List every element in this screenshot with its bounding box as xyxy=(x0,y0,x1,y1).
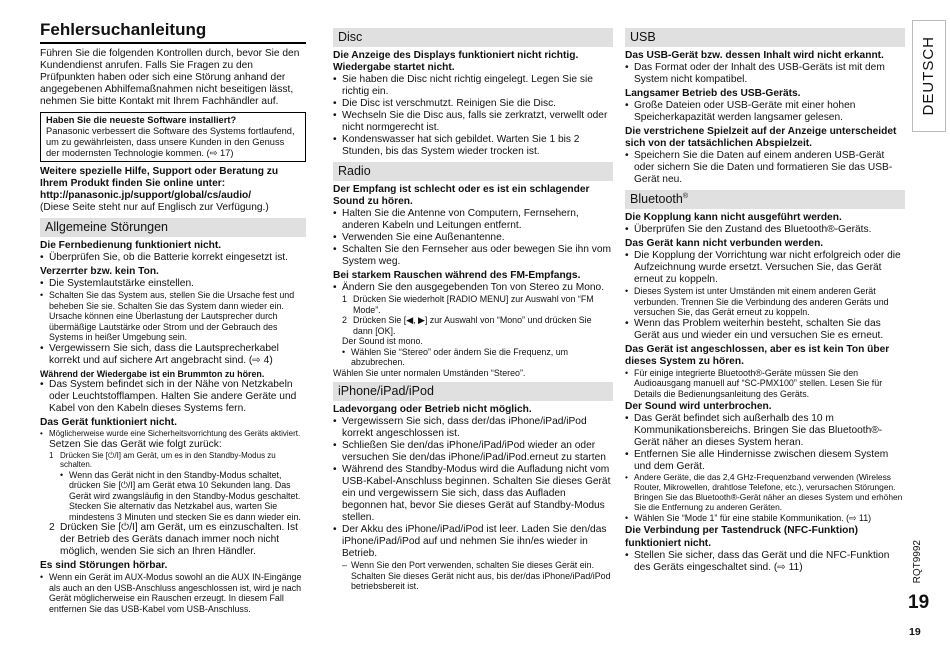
answer-item: • Überprüfen Sie, ob die Batterie korrekt eingesetzt ist. xyxy=(40,252,306,264)
answer-item: • Entfernen Sie alle Hindernisse zwischen diesem System und dem Gerät. xyxy=(625,449,905,473)
answer-item: • Während des Standby-Modus wird die Aufladung nicht vom USB-Kabel-Anschluss beginnen. Schalten Sie dieses Gerät ein und vergewissern Sie sich, dass das Aufladen begonnen hat, bevor Sie dieses Gerät auf Standby-Modus stellen. xyxy=(333,464,613,524)
answer-item: • Vergewissern Sie sich, dass die Lautsprecherkabel korrekt und auf sichere Art angebracht sind. (⇨ 4) xyxy=(40,343,306,367)
answer-item: • Das Format oder der Inhalt des USB-Geräts ist mit dem System nicht kompatibel. xyxy=(625,62,905,86)
answer-item: • Die Disc ist verschmutzt. Reinigen Sie die Disc. xyxy=(333,98,613,110)
answer-item: • Die Systemlautstärke einstellen. xyxy=(40,278,306,290)
answer-item: • Andere Geräte, die das 2,4 GHz-Frequenzband verwenden (Wireless Router, Mikrowellen, drahtlose Telefone, etc.), verursachen Störungen. Bringen Sie das Bluetooth®-Gerät näher an dieses System und erhöhen Sie die Entfernung zu anderen Geräten. xyxy=(625,473,905,513)
answer-item: • Wählen Sie “Mode 1” für eine stabile Kommunikation. (⇨ 11) xyxy=(625,513,905,524)
column-right xyxy=(625,28,905,574)
answer-item: • Vergewissern Sie sich, dass der/das iPhone/iPad/iPod korrekt angeschlossen ist. xyxy=(333,416,613,440)
question-heading: Der Sound wird unterbrochen. xyxy=(625,401,772,413)
question-heading: Bei starkem Rauschen während des FM-Empfangs. xyxy=(333,270,581,281)
column-middle xyxy=(333,28,613,592)
document-code: RQT9992 xyxy=(912,540,923,584)
answer-item: • Der Akku des iPhone/iPad/iPod ist leer. Laden Sie den/das iPhone/iPad/iPod auf und nehmen Sie ihn/es wieder in Betrieb. xyxy=(333,524,613,560)
answer-item: • Sie haben die Disc nicht richtig eingelegt. Legen Sie sie richtig ein. xyxy=(333,74,613,98)
section-bluetooth: Bluetooth® xyxy=(625,190,905,209)
note-text: Der Sound ist mono. xyxy=(342,336,423,347)
question-heading: Das Gerät funktioniert nicht. xyxy=(40,417,177,429)
answer-item: • Wechseln Sie die Disc aus, falls sie zerkratzt, verwellt oder nicht normgerecht ist. xyxy=(333,110,613,134)
question-heading: Die Anzeige des Displays funktioniert nicht richtig. Wiedergabe startet nicht. xyxy=(333,49,579,73)
answer-item: • Stellen Sie sicher, dass das Gerät und die NFC-Funktion des Geräts eingeschaltet sind. (⇨ 11) xyxy=(625,550,905,574)
answer-item: • Halten Sie die Antenne von Computern, Fernsehern, anderen Kabeln und Leitungen entfernt. xyxy=(333,208,613,232)
reset-intro: Setzen Sie das Gerät wie folgt zurück: xyxy=(49,438,222,450)
section-general: Allgemeine Störungen xyxy=(40,218,306,237)
question-heading: Der Empfang ist schlecht oder es ist ein schlagender Sound zu hören. xyxy=(333,183,590,207)
answer-item: • Die Kopplung der Vorrichtung war nicht erfolgreich oder die Aufzeichnung wurde ersetzt. Versuchen Sie, das Gerät erneut zu koppeln. xyxy=(625,250,905,286)
answer-item: • Möglicherweise wurde eine Sicherheitsvorrichtung des Geräts aktiviert. xyxy=(40,429,306,438)
question-heading: Ladevorgang oder Betrieb nicht möglich. xyxy=(333,403,532,415)
answer-item: • Dieses System ist unter Umständen mit einem anderen Gerät verbunden. Trennen Sie die Verbindung des anderen Geräts und versuchen Sie, das Gerät erneut zu koppeln. xyxy=(625,286,905,318)
question-heading: Das Gerät kann nicht verbunden werden. xyxy=(625,237,824,249)
question-heading: Das Gerät ist angeschlossen, aber es ist kein Ton über dieses System zu hören. xyxy=(625,343,890,367)
language-tab: DEUTSCH xyxy=(912,20,946,132)
answer-item: • Das Gerät befindet sich außerhalb des 10 m Kommunikationsbereichs. Bringen Sie das Bluetooth®-Gerät näher an dieses System heran. xyxy=(625,413,905,449)
box-text: Panasonic verbessert die Software des Systems fortlaufend, um zu gewährleisten, dass unsere Kunden in den Genuss der modernsten Technologie kommen. (⇨ 17) xyxy=(46,126,295,159)
section-disc: Disc xyxy=(333,28,613,47)
column-left xyxy=(40,20,306,614)
answer-item: • Kondenswasser hat sich gebildet. Warten Sie 1 bis 2 Stunden, bis das System wieder trocken ist. xyxy=(333,134,613,158)
page-title: Fehlersuchanleitung xyxy=(40,20,306,44)
step-item: 1 Drücken Sie wiederholt [RADIO MENU] zur Auswahl von “FM Mode”. xyxy=(342,294,594,315)
question-heading: Während der Wiedergabe ist ein Brummton zu hören. xyxy=(40,368,265,379)
section-usb: USB xyxy=(625,28,905,47)
question-heading: Die Verbindung per Tastendruck (NFC-Funktion) funktioniert nicht. xyxy=(625,525,858,549)
answer-item: • Wenn das Gerät nicht in den Standby-Modus schaltet, drücken Sie [⏻/I] am Gerät etwa 10 Sekunden lang. Das Gerät wird zwangsläufig in den Standby-Modus geschaltet. Stecken Sie alternativ das Netzkabel aus, warten Sie mindestens 3 Minuten und stecken Sie es dann wieder ein. xyxy=(60,470,306,523)
note-text: Wählen Sie unter normalen Umständen “Stereo”. xyxy=(333,367,526,378)
software-info-box xyxy=(40,112,306,162)
intro-text: Führen Sie die folgenden Kontrollen durch, bevor Sie den Kundendienst anrufen. Falls Sie Fragen zu den Prüfpunkten haben oder sich eine Störung anhand der angegebenen Abhilfemaßnahmen nicht beseitigen lässt, nehmen Sie bitte Kontakt mit Ihrem Fachhändler auf. xyxy=(40,48,300,108)
answer-item: • Schließen Sie den/das iPhone/iPad/iPod wieder an oder versuchen Sie den/das iPhone/iPad/iPod.erneut zu starten xyxy=(333,440,613,464)
question-heading: Die Kopplung kann nicht ausgeführt werden. xyxy=(625,211,842,223)
question-heading: Das USB-Gerät bzw. dessen Inhalt wird nicht erkannt. xyxy=(625,49,884,61)
answer-item: • Überprüfen Sie den Zustand des Bluetooth®-Geräts. xyxy=(625,224,905,236)
answer-item: • Verwenden Sie eine Außenantenne. xyxy=(333,232,613,244)
answer-item: • Speichern Sie die Daten auf einem anderen USB-Gerät oder sichern Sie die Daten und formatieren Sie das USB-Gerät neu. xyxy=(625,150,905,186)
answer-item: • Ändern Sie den ausgegebenden Ton von Stereo zu Mono. xyxy=(333,282,613,294)
answer-item: • Wählen Sie “Stereo” oder ändern Sie die Frequenz, um abzubrechen. xyxy=(342,347,613,368)
answer-item: • Für einige integrierte Bluetooth®-Geräte müssen Sie den Audioausgang manuell auf “SC-PMX100” stellen. Lesen Sie für Details die Bedienungsanleitung des Geräts. xyxy=(625,368,905,400)
question-heading: Verzerrter bzw. kein Ton. xyxy=(40,266,159,278)
page-number-small: 19 xyxy=(909,626,921,638)
step-item: 1 Drücken Sie [⏻/I] am Gerät, um es in den Standby-Modus zu schalten. xyxy=(49,450,276,470)
answer-item: • Das System befindet sich in der Nähe von Netzkabeln oder Leuchtstofflampen. Halten Sie andere Geräte und Kabel von den Kabeln dieses Systems fern. xyxy=(40,379,306,415)
question-heading: Die verstrichene Spielzeit auf der Anzeige unterscheidet sich von der tatsächlichen Abspielzeit. xyxy=(625,125,897,149)
answer-item: • Wenn das Problem weiterhin besteht, schalten Sie das Gerät aus und wieder ein und versuchen Sie es erneut. xyxy=(625,318,905,342)
answer-item: • Schalten Sie das System aus, stellen Sie die Ursache fest und beheben Sie sie. Schalten Sie das System dann wieder ein. Ursache können eine Überlastung der Lautsprecher durch übermäßige Lautstärke oder Strom und der Gebrauch des Systems in heißer Umgebung sein. xyxy=(40,290,306,343)
answer-item: • Große Dateien oder USB-Geräte mit einer hohen Speicherkapazität werden langsamer gelesen. xyxy=(625,100,905,124)
question-heading: Die Fernbedienung funktioniert nicht. xyxy=(40,239,222,251)
answer-item: • Schalten Sie den Fernseher aus oder bewegen Sie ihn vom System weg. xyxy=(333,244,613,268)
help-text: Weitere spezielle Hilfe, Support oder Beratung zu Ihrem Produkt finden Sie online unter: http://panasonic.jp/support/global/cs/audio/ xyxy=(40,166,279,202)
section-radio: Radio xyxy=(333,162,613,181)
page-number: 19 xyxy=(908,592,930,613)
step-item: 2 Drücken Sie [⏻/I] am Gerät, um es einzuschalten. Ist der Betrieb des Geräts danach immer noch nicht möglich, wenden Sie sich an Ihren Händler. xyxy=(49,522,298,558)
step-item: 2 Drücken Sie [◀, ▶] zur Auswahl von “Mono” und drücken Sie dann [OK]. xyxy=(342,315,592,336)
question-heading: Langsamer Betrieb des USB-Geräts. xyxy=(625,87,801,99)
answer-item: – Wenn Sie den Port verwenden, schalten Sie dieses Gerät ein. Schalten Sie dieses Gerät nicht aus, bis der/das iPhone/iPad/iPod betriebsbereit ist. xyxy=(342,560,613,592)
question-heading: Es sind Störungen hörbar. xyxy=(40,560,168,572)
box-title: Haben Sie die neueste Software installiert? xyxy=(46,115,237,126)
section-iphone: iPhone/iPad/iPod xyxy=(333,382,613,401)
help-note: (Diese Seite steht nur auf Englisch zur Verfügung.) xyxy=(40,202,269,214)
answer-item: • Wenn ein Gerät im AUX-Modus sowohl an die AUX IN-Eingänge als auch an den USB-Anschluss angeschlossen ist, wird je nach Gerät möglicherweise ein Rauschen erzeugt. In diesem Fall entfernen Sie das USB-Kabel vom USB-Anschluss. xyxy=(40,572,306,614)
